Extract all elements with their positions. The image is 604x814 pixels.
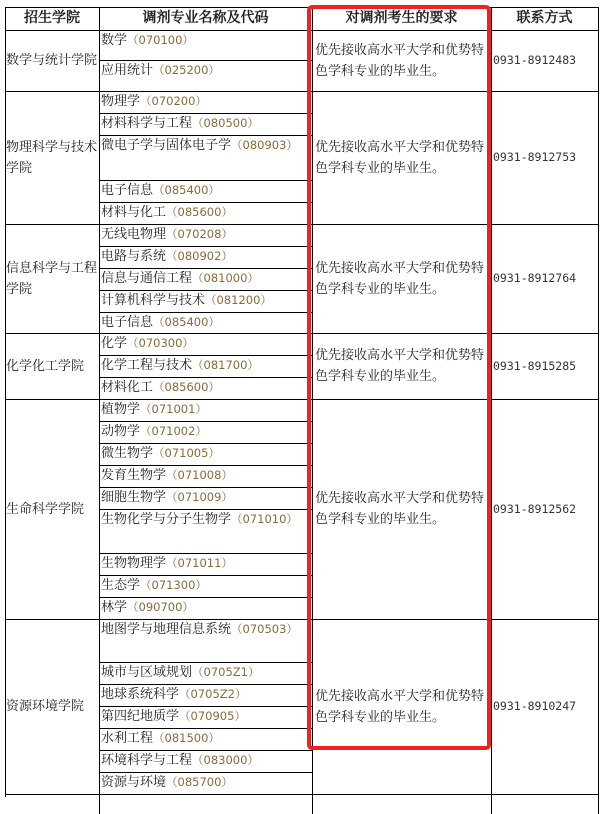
requirement-cell: 优先接收高水平大学和优势特色学科专业的毕业生。 bbox=[312, 91, 492, 225]
major-name: 材料与化工 bbox=[101, 205, 167, 220]
major-code: （070905） bbox=[179, 709, 246, 723]
major-cell bbox=[99, 575, 313, 598]
requirement-cell: 优先接收高水平大学和优势特色学科专业的毕业生。 bbox=[312, 224, 492, 334]
major-code: （081000） bbox=[192, 271, 259, 285]
major-cell bbox=[99, 135, 313, 181]
major-code: （085600） bbox=[153, 380, 220, 394]
major-name: 第四纪地质学 bbox=[101, 709, 180, 724]
requirement-cell: 优先接收高水平大学和优势特色学科专业的毕业生。 bbox=[312, 30, 492, 92]
major-name: 数学 bbox=[101, 33, 128, 48]
major-cell bbox=[99, 662, 313, 685]
major-name: 生物物理学 bbox=[101, 556, 167, 571]
major-cell bbox=[99, 202, 313, 225]
major-code: （081200） bbox=[205, 293, 272, 307]
major-code: （071011） bbox=[166, 556, 233, 570]
major-cell bbox=[99, 772, 313, 795]
contact-phone: 0931-8915285 bbox=[491, 333, 599, 400]
major-name: 信息与通信工程 bbox=[101, 271, 193, 286]
major-code: （0705Z1） bbox=[192, 665, 260, 679]
major-name: 地球系统科学 bbox=[101, 687, 180, 702]
major-code: （085400） bbox=[153, 315, 220, 329]
major-code: （071002） bbox=[140, 424, 207, 438]
major-code: （090700） bbox=[127, 600, 194, 614]
major-cell bbox=[99, 246, 313, 269]
major-cell bbox=[99, 377, 313, 400]
major-cell bbox=[99, 487, 313, 510]
school-cell: 化学化工学院 bbox=[5, 333, 100, 400]
major-code: （071009） bbox=[166, 490, 233, 504]
school-cell: 资源环境学院 bbox=[5, 619, 100, 795]
major-code: （080902） bbox=[166, 249, 233, 263]
major-name: 生物化学与分子生物学 bbox=[101, 512, 232, 527]
major-code: （085400） bbox=[153, 183, 220, 197]
major-name: 植物学 bbox=[101, 402, 141, 417]
requirement-cell: 优先接收高水平大学和优势特色学科专业的毕业生。 bbox=[312, 333, 492, 400]
major-code: （085700） bbox=[166, 775, 233, 789]
school-cell: 信息科学与工程学院 bbox=[5, 224, 100, 334]
table-row-partial bbox=[99, 794, 313, 814]
major-cell bbox=[99, 684, 313, 707]
header-school: 招生学院 bbox=[5, 7, 100, 31]
table-row-partial bbox=[5, 794, 100, 814]
major-name: 微生物学 bbox=[101, 446, 154, 461]
major-code: （081500） bbox=[153, 731, 220, 745]
major-cell bbox=[99, 30, 313, 61]
requirement-cell: 优先接收高水平大学和优势特色学科专业的毕业生。 bbox=[312, 619, 492, 795]
major-code: （083000） bbox=[192, 753, 259, 767]
major-cell bbox=[99, 312, 313, 334]
major-name: 电子信息 bbox=[101, 183, 154, 198]
contact-phone: 0931-8910247 bbox=[491, 619, 599, 795]
major-cell bbox=[99, 509, 313, 554]
school-cell: 数学与统计学院 bbox=[5, 30, 100, 92]
major-name: 应用统计 bbox=[101, 63, 154, 78]
contact-phone: 0931-8912562 bbox=[491, 399, 599, 620]
major-code: （071010） bbox=[231, 512, 298, 526]
major-name: 生态学 bbox=[101, 578, 141, 593]
header-major: 调剂专业名称及代码 bbox=[99, 7, 313, 31]
major-name: 林学 bbox=[101, 600, 128, 615]
major-cell bbox=[99, 443, 313, 466]
major-name: 电子信息 bbox=[101, 315, 154, 330]
major-cell bbox=[99, 399, 313, 422]
major-name: 材料科学与工程 bbox=[101, 116, 193, 131]
major-name: 资源与环境 bbox=[101, 775, 167, 790]
major-name: 细胞生物学 bbox=[101, 490, 167, 505]
major-code: （071300） bbox=[140, 578, 207, 592]
requirement-cell: 优先接收高水平大学和优势特色学科专业的毕业生。 bbox=[312, 399, 492, 620]
major-cell bbox=[99, 60, 313, 92]
major-cell bbox=[99, 355, 313, 378]
major-name: 水利工程 bbox=[101, 731, 154, 746]
header-contact: 联系方式 bbox=[491, 7, 599, 31]
major-cell bbox=[99, 750, 313, 773]
major-name: 无线电物理 bbox=[101, 227, 167, 242]
major-name: 环境科学与工程 bbox=[101, 753, 193, 768]
major-cell bbox=[99, 91, 313, 114]
major-code: （080903） bbox=[231, 138, 298, 152]
contact-phone: 0931-8912753 bbox=[491, 91, 599, 225]
major-cell bbox=[99, 180, 313, 203]
major-cell bbox=[99, 728, 313, 751]
major-code: （081700） bbox=[192, 358, 259, 372]
major-cell bbox=[99, 333, 313, 356]
major-name: 化学工程与技术 bbox=[101, 358, 193, 373]
school-cell: 物理科学与技术学院 bbox=[5, 91, 100, 225]
major-name: 动物学 bbox=[101, 424, 141, 439]
contact-phone: 0931-8912764 bbox=[491, 224, 599, 334]
major-cell bbox=[99, 290, 313, 313]
major-cell bbox=[99, 421, 313, 444]
major-code: （025200） bbox=[153, 63, 220, 77]
major-code: （070100） bbox=[127, 33, 194, 47]
school-cell: 生命科学学院 bbox=[5, 399, 100, 620]
major-name: 电路与系统 bbox=[101, 249, 167, 264]
major-cell bbox=[99, 224, 313, 247]
major-name: 地图学与地理信息系统 bbox=[101, 622, 232, 637]
major-code: （070200） bbox=[140, 94, 207, 108]
major-name: 微电子学与固体电子学 bbox=[101, 138, 232, 153]
major-name: 发育生物学 bbox=[101, 468, 167, 483]
major-name: 计算机科学与技术 bbox=[101, 293, 206, 308]
major-cell bbox=[99, 597, 313, 620]
major-code: （071001） bbox=[140, 402, 207, 416]
major-code: （070300） bbox=[127, 336, 194, 350]
major-code: （070208） bbox=[166, 227, 233, 241]
major-code: （080500） bbox=[192, 116, 259, 130]
table-row-partial bbox=[312, 794, 492, 814]
major-code: （070503） bbox=[231, 622, 298, 636]
major-cell bbox=[99, 619, 313, 663]
major-cell bbox=[99, 268, 313, 291]
major-cell bbox=[99, 553, 313, 576]
major-name: 城市与区域规划 bbox=[101, 665, 193, 680]
header-requirement: 对调剂考生的要求 bbox=[312, 7, 492, 31]
contact-phone: 0931-8912483 bbox=[491, 30, 599, 92]
major-code: （071008） bbox=[166, 468, 233, 482]
major-cell bbox=[99, 465, 313, 488]
major-cell bbox=[99, 706, 313, 729]
major-name: 材料化工 bbox=[101, 380, 154, 395]
major-code: （071005） bbox=[153, 446, 220, 460]
major-code: （0705Z2） bbox=[179, 687, 247, 701]
major-cell bbox=[99, 113, 313, 136]
major-name: 化学 bbox=[101, 336, 128, 351]
major-code: （085600） bbox=[166, 205, 233, 219]
table-row-partial bbox=[491, 794, 599, 814]
major-name: 物理学 bbox=[101, 94, 141, 109]
